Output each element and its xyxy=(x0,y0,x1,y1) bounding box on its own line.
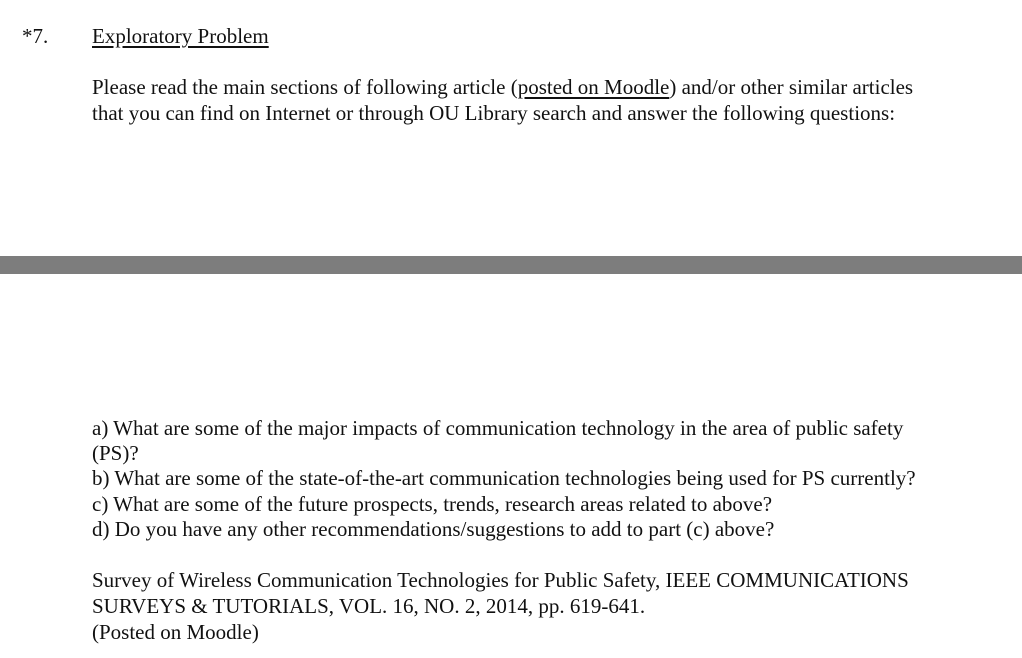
page-divider xyxy=(0,256,1022,274)
intro-text-pre: Please read the main sections of following article ( xyxy=(92,75,518,99)
intro-text-post: ) and/or other similar articles xyxy=(669,75,914,99)
reference-line-2: SURVEYS & TUTORIALS, VOL. 16, NO. 2, 2014, pp. 619-641. xyxy=(92,594,646,618)
moodle-link[interactable]: posted on Moodle xyxy=(517,75,670,99)
question-d: d) Do you have any other recommendations/suggestions to add to part (c) above? xyxy=(92,517,775,541)
question-a-line-2: (PS)? xyxy=(92,441,139,465)
question-c: c) What are some of the future prospects, trends, research areas related to above? xyxy=(92,492,773,516)
intro-line-2: that you can find on Internet or through OU Library search and answer the following questions: xyxy=(92,101,896,125)
question-b: b) What are some of the state-of-the-art communication technologies being used for PS currently? xyxy=(92,466,916,490)
intro-line-1 xyxy=(92,75,913,100)
problem-number: *7. xyxy=(22,24,49,48)
reference-line-3: (Posted on Moodle) xyxy=(92,620,259,644)
reference-line-1: Survey of Wireless Communication Technologies for Public Safety, IEEE COMMUNICATIONS xyxy=(92,568,909,592)
question-a-line-1: a) What are some of the major impacts of communication technology in the area of public safety xyxy=(92,416,904,440)
problem-title: Exploratory Problem xyxy=(92,24,269,48)
